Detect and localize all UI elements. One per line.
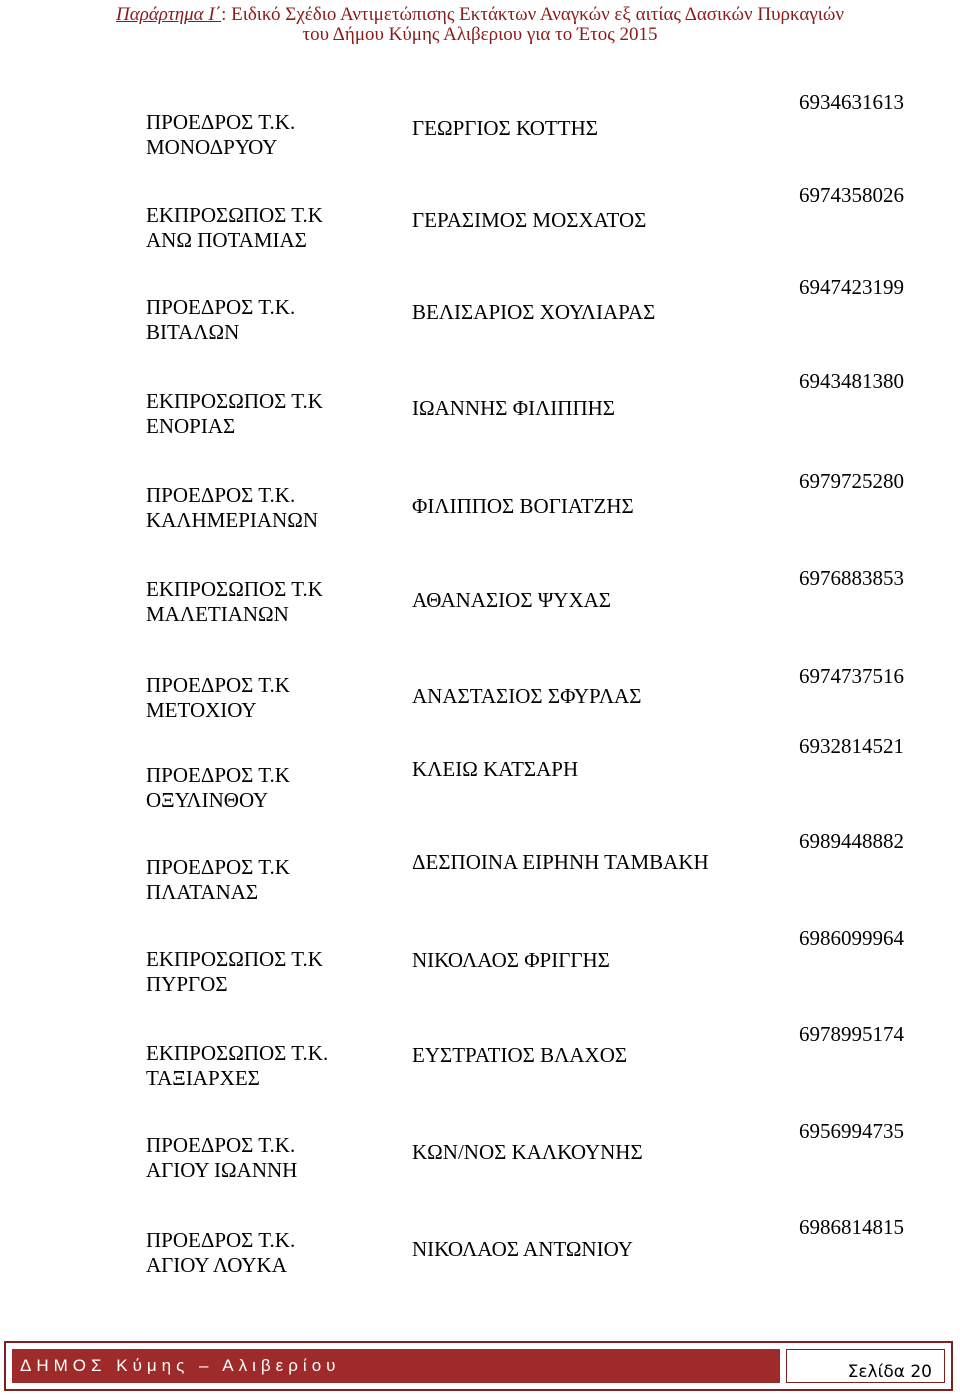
contact-phone: 6989448882 — [799, 829, 904, 853]
contact-role — [146, 673, 290, 723]
contact-phone: 6934631613 — [799, 90, 904, 114]
contact-phone: 6974358026 — [799, 183, 904, 207]
role-community: ΤΑΞΙΑΡΧΕΣ — [146, 1066, 260, 1090]
contact-phone: 6976883853 — [799, 566, 904, 590]
role-community: ΕΝΟΡΙΑΣ — [146, 414, 236, 438]
role-title: ΕΚΠΡΟΣΩΠΟΣ Τ.Κ. — [146, 1041, 329, 1065]
contact-name: ΓΕΩΡΓΙΟΣ ΚΟΤΤΗΣ — [412, 116, 598, 140]
contact-name: ΝΙΚΟΛΑΟΣ ΑΝΤΩΝΙΟΥ — [412, 1237, 633, 1261]
contact-phone: 6943481380 — [799, 369, 904, 393]
contact-name: ΒΕΛΙΣΑΡΙΟΣ ΧΟΥΛΙΑΡΑΣ — [412, 300, 656, 324]
contact-role — [146, 110, 295, 160]
page-footer — [4, 1341, 953, 1391]
role-community: ΚΑΛΗΜΕΡΙΑΝΩΝ — [146, 508, 318, 532]
contact-name: ΚΩΝ/ΝΟΣ ΚΑΛΚΟΥΝΗΣ — [412, 1140, 643, 1164]
contact-row — [0, 1022, 960, 1121]
contact-row — [0, 1119, 960, 1213]
contact-name: ΝΙΚΟΛΑΟΣ ΦΡΙΓΓΗΣ — [412, 948, 610, 972]
contact-name: ΑΝΑΣΤΑΣΙΟΣ ΣΦΥΡΛΑΣ — [412, 684, 642, 708]
role-title: ΠΡΟΕΔΡΟΣ Τ.Κ — [146, 763, 290, 787]
contact-phone: 6979725280 — [799, 469, 904, 493]
role-community: ΠΛΑΤΑΝΑΣ — [146, 880, 259, 904]
page-number: Σελίδα 20 — [786, 1349, 945, 1383]
role-community: ΠΥΡΓΟΣ — [146, 972, 228, 996]
contact-row — [0, 926, 960, 1027]
contact-row — [0, 1215, 960, 1308]
header-title: : Ειδικό Σχέδιο Αντιμετώπισης Εκτάκτων Αναγκών εξ αιτίας Δασικών Πυρκαγιών — [221, 4, 844, 25]
contact-role — [146, 947, 323, 997]
contact-row — [0, 469, 960, 563]
role-title: ΠΡΟΕΔΡΟΣ Τ.Κ — [146, 673, 290, 697]
role-title: ΠΡΟΕΔΡΟΣ Τ.Κ. — [146, 1133, 296, 1157]
contact-phone: 6974737516 — [799, 664, 904, 688]
role-title: ΠΡΟΕΔΡΟΣ Τ.Κ. — [146, 1228, 296, 1252]
role-community: ΑΓΙΟΥ ΙΩΑΝΝΗ — [146, 1158, 298, 1182]
contact-name: ΕΥΣΤΡΑΤΙΟΣ ΒΛΑΧΟΣ — [412, 1043, 628, 1067]
role-community: ΜΕΤΟΧΙΟΥ — [146, 698, 257, 722]
contact-role — [146, 855, 290, 905]
contact-role — [146, 763, 290, 813]
contact-name: ΓΕΡΑΣΙΜΟΣ ΜΟΣΧΑΤΟΣ — [412, 208, 647, 232]
contact-name: ΑΘΑΝΑΣΙΟΣ ΨΥΧΑΣ — [412, 588, 612, 612]
role-title: ΠΡΟΕΔΡΟΣ Τ.Κ. — [146, 295, 296, 319]
role-title: ΠΡΟΕΔΡΟΣ Τ.Κ — [146, 855, 290, 879]
contact-phone: 6986099964 — [799, 926, 904, 950]
contact-role — [146, 483, 318, 533]
contact-phone: 6978995174 — [799, 1022, 904, 1046]
role-community: ΜΟΝΟΔΡΥΟΥ — [146, 135, 278, 159]
contact-row — [0, 566, 960, 657]
contact-name: ΙΩΑΝΝΗΣ ΦΙΛΙΠΠΗΣ — [412, 396, 616, 420]
header-line-2: του Δήμου Κύμης Αλιβεριου για το Έτος 2015 — [302, 24, 658, 45]
contact-role — [146, 389, 323, 439]
role-title: ΠΡΟΕΔΡΟΣ Τ.Κ. — [146, 110, 296, 134]
contact-role — [146, 577, 323, 627]
contact-row — [0, 275, 960, 375]
contact-phone: 6956994735 — [799, 1119, 904, 1143]
contact-row — [0, 369, 960, 469]
role-community: ΜΑΛΕΤΙΑΝΩΝ — [146, 602, 289, 626]
contact-phone: 6986814815 — [799, 1215, 904, 1239]
contact-name: ΔΕΣΠΟΙΝΑ ΕΙΡΗΝΗ ΤΑΜΒΑΚΗ — [412, 850, 709, 874]
role-title: ΕΚΠΡΟΣΩΠΟΣ Τ.Κ — [146, 203, 323, 227]
role-title: ΕΚΠΡΟΣΩΠΟΣ Τ.Κ — [146, 947, 323, 971]
role-community: ΒΙΤΑΛΩΝ — [146, 320, 240, 344]
contact-row — [0, 829, 960, 935]
contact-role — [146, 1041, 328, 1091]
contact-name: ΚΛΕΙΩ ΚΑΤΣΑΡΗ — [412, 757, 579, 781]
contact-row — [0, 90, 960, 190]
contact-phone: 6947423199 — [799, 275, 904, 299]
role-community: ΟΞΥΛΙΝΘΟΥ — [146, 788, 269, 812]
contact-role — [146, 1133, 297, 1183]
contact-phone: 6932814521 — [799, 734, 904, 758]
contact-role — [146, 295, 295, 345]
role-title: ΕΚΠΡΟΣΩΠΟΣ Τ.Κ — [146, 389, 323, 413]
role-title: ΕΚΠΡΟΣΩΠΟΣ Τ.Κ — [146, 577, 323, 601]
contact-row — [0, 183, 960, 283]
role-title: ΠΡΟΕΔΡΟΣ Τ.Κ. — [146, 483, 296, 507]
role-community: ΑΝΩ ΠΟΤΑΜΙΑΣ — [146, 228, 307, 252]
contact-role — [146, 1228, 295, 1278]
footer-municipality: ΔΗΜΟΣ Κύμης – Αλιβερίου — [12, 1349, 780, 1383]
contact-role — [146, 203, 323, 253]
role-community: ΑΓΙΟΥ ΛΟΥΚΑ — [146, 1253, 287, 1277]
appendix-label: Παράρτημα Ι΄ — [116, 4, 222, 25]
contact-name: ΦΙΛΙΠΠΟΣ ΒΟΓΙΑΤΖΗΣ — [412, 494, 634, 518]
